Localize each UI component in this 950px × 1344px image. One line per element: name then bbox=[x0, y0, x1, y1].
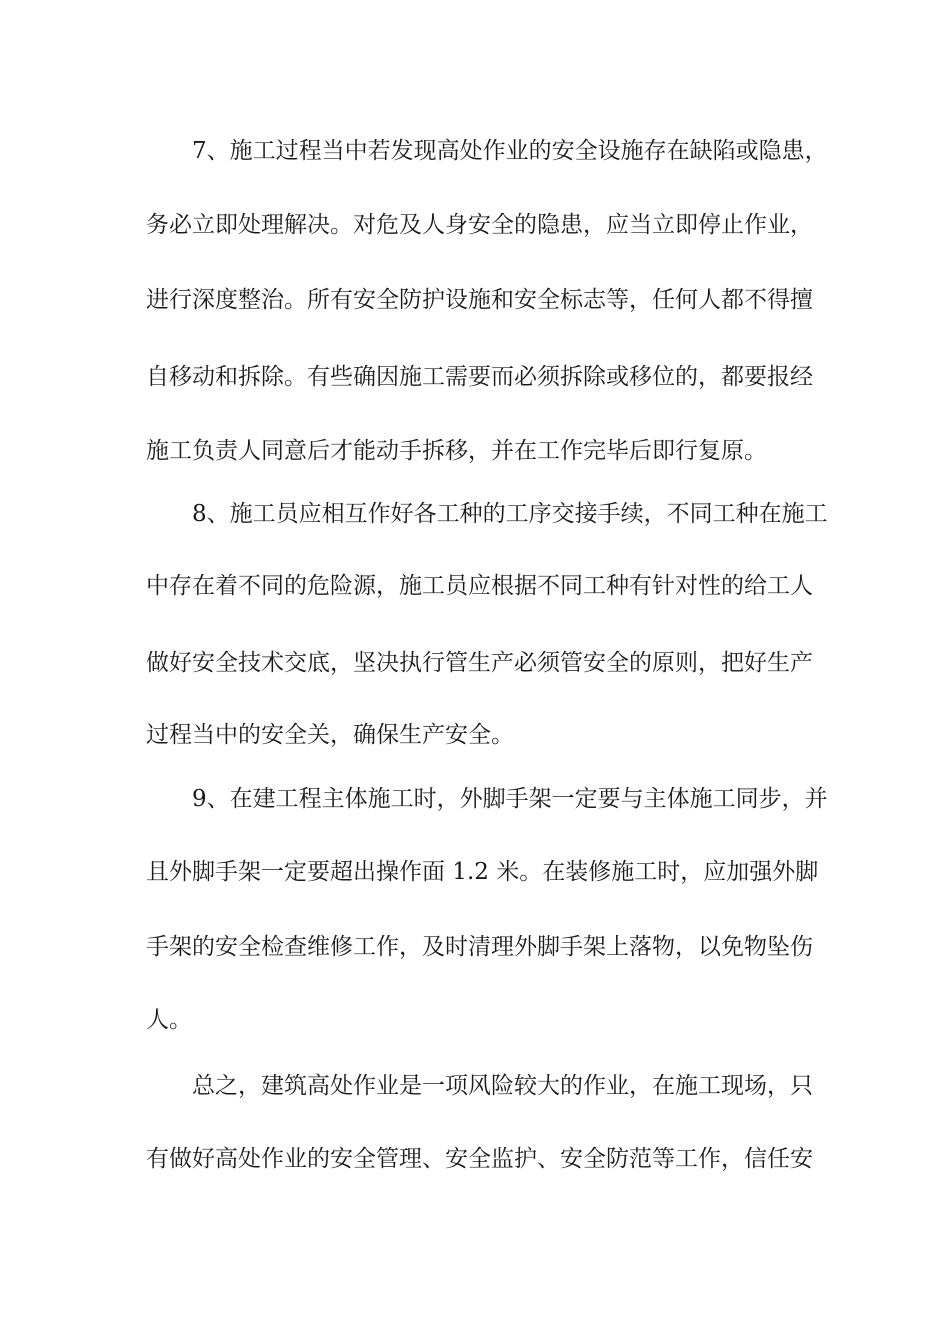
paragraph-9-line-3: 手架的安全检查维修工作，及时清理外脚手架上落物，以免物坠伤 bbox=[146, 934, 813, 960]
paragraph-7-line-1: 7、施工过程当中若发现高处作业的安全设施存在缺陷或隐患， bbox=[192, 138, 828, 164]
conclusion-line-1: 总之，建筑高处作业是一项风险较大的作业，在施工现场，只 bbox=[192, 1073, 813, 1099]
conclusion-line-2: 有做好高处作业的安全管理、安全监护、安全防范等工作，信任安 bbox=[146, 1146, 813, 1172]
paragraph-7-line-3: 进行深度整治。所有安全防护设施和安全标志等，任何人都不得擅 bbox=[146, 287, 813, 313]
paragraph-9-line-1: 9、在建工程主体施工时，外脚手架一定要与主体施工同步，并 bbox=[192, 786, 828, 812]
paragraph-8-line-3: 做好安全技术交底，坚决执行管生产必须管安全的原则，把好生产 bbox=[146, 650, 813, 676]
paragraph-7-line-5: 施工负责人同意后才能动手拆移，并在工作完毕后即行复原。 bbox=[146, 438, 767, 464]
paragraph-8-line-4: 过程当中的安全关，确保生产安全。 bbox=[146, 722, 514, 748]
paragraph-8-line-2: 中存在着不同的危险源，施工员应根据不同工种有针对性的给工人 bbox=[146, 573, 813, 599]
paragraph-7-line-2: 务必立即处理解决。对危及人身安全的隐患，应当立即停止作业， bbox=[146, 212, 813, 238]
paragraph-9-line-4: 人。 bbox=[146, 1007, 192, 1033]
paragraph-8-line-1: 8、施工员应相互作好各工种的工序交接手续，不同工种在施工 bbox=[192, 501, 828, 527]
paragraph-7-line-4: 自移动和拆除。有些确因施工需要而必须拆除或移位的，都要报经 bbox=[146, 364, 813, 390]
paragraph-9-line-2: 且外脚手架一定要超出操作面 1.2 米。在装修施工时，应加强外脚 bbox=[146, 859, 819, 885]
